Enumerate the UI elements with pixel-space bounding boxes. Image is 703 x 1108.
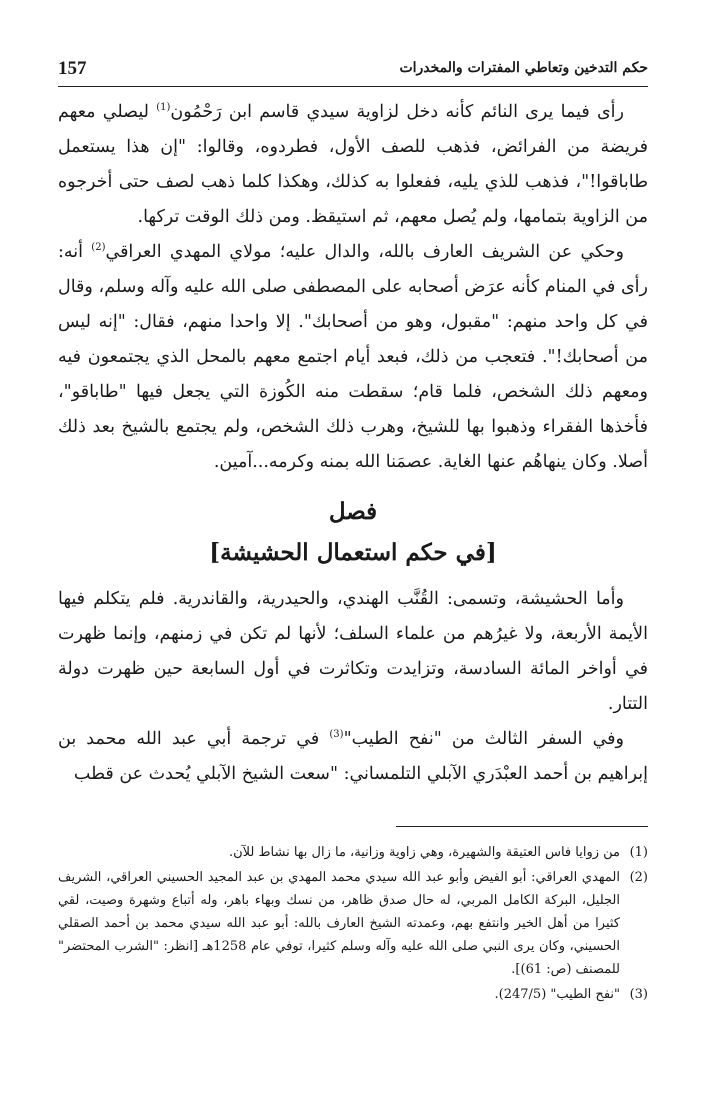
paragraph-2-text: وحكي عن الشريف العارف بالله، والدال عليه؛ مولاي المهدي العراقي bbox=[105, 242, 624, 262]
paragraph-2 bbox=[58, 235, 648, 480]
footnotes bbox=[58, 841, 648, 1006]
section-title: فصل bbox=[328, 498, 378, 525]
section-subtitle: [في حكم استعمال الحشيشة] bbox=[209, 539, 497, 566]
paragraph-3: وأما الحشيشة، وتسمى: القُنَّب الهندي، والحيدرية، والقاندرية. فلم يتكلم فيها الأيمة الأربعة، ولا غيرُهم من علماء السلف؛ لأنها لم تكن في زمنهم، وإنما ظهرت في أواخر المائة السادسة، وتزايدت وتكاثرت في أول السابعة حين ظهرت دولة التتار. bbox=[58, 589, 648, 714]
running-head: حكم التدخين وتعاطي المفترات والمخدرات bbox=[399, 60, 648, 76]
paragraph-4-rest: في ترجمة أبي عبد الله محمد بن إبراهيم بن أحمد العبْدَري الآبلي التلمساني: "سعت الشيخ الآبلي يُحدث عن قطب bbox=[58, 729, 648, 784]
footnote-ref-3: (3) bbox=[329, 729, 344, 741]
page-number: 157 bbox=[58, 58, 87, 79]
book-page bbox=[58, 52, 648, 1008]
footnote-separator bbox=[396, 826, 648, 827]
footnote-ref-1: (1) bbox=[156, 102, 171, 114]
footnote-text: المهدي العراقي: أبو الفيض وأبو عبد الله سيدي محمد المهدي بن عبد المجيد الحسيني العراقي، الشريف الجليل، البركة الكامل المربي، له حال صدق ظاهر، من نسك وبهاء باهر، وله أتباع وشهرة وصيت، لقي كثيرا من أهل الخير وانتفع بهم، وعمدته الشيخ العارف بالله: أبو عبد الله سيدي محمد بن أحمد الصقلي الحسيني، وكان يرى النبي صلى الله عليه وآله وسلم كثيرا، توفي عام 1258هـ [انظر: "الشرب المحتضر" للمصنف (ص: 61)]. bbox=[58, 870, 621, 977]
footnote-3 bbox=[58, 983, 648, 1006]
paragraph-4-text: وفي السفر الثالث من "نفح الطيب" bbox=[343, 729, 625, 749]
paragraph-2-rest: أنه: رأى في المنام كأنه عرَض أصحابه على المصطفى صلى الله عليه وآله وسلم، وقال في كل واحد منهم: "مقبول، وهو من أصحابك". إلا واحدا منهم، فقال: "إنه ليس من أصحابك!". فتعجب من ذلك، فبعد أيام اجتمع معهم بالمحل الذي يجتمعون فيه ومعهم ذلك الشخص، فلما قام؛ سقطت منه الكُوزة التي يجعل فيها "طاباقو"، فأخذها الفقراء وذهبوا بها للشيخ، وهرب ذلك الشخص، ولم يجتمع بالشيخ بعد ذلك أصلا. وكان ينهاهُم عنها الغاية. عصمَنا الله بمنه وكرمه...آمين. bbox=[58, 242, 648, 472]
footnote-1 bbox=[58, 841, 648, 864]
footnote-text: من زوايا فاس العتيقة والشهيرة، وهي زاوية وزانية، ما زال بها نشاط للآن. bbox=[228, 845, 620, 860]
page-header bbox=[58, 52, 648, 87]
footnote-2 bbox=[58, 866, 648, 981]
footnote-ref-2: (2) bbox=[91, 242, 106, 254]
paragraph-1-rest: ليصلي معهم فريضة من الفرائض، فذهب للصف الأول، فطردوه، وقالوا: "إن هذا يستعمل طاباقوا!"، فذهب للذي يليه، ففعلوا به كذلك، وهكذا كلما ذهب لصف حتى أخرجوه من الزاوية بتمامها، ولم يُصل معهم، ثم استيقظ. ومن ذلك الوقت تركها. bbox=[58, 102, 648, 227]
footnote-text: "نفح الطيب" (247/5). bbox=[494, 987, 620, 1002]
paragraph-1-text: رأى فيما يرى النائم كأنه دخل لزاوية سيدي قاسم ابن رَحْمُون bbox=[170, 102, 624, 122]
footnote-number: (1) bbox=[629, 845, 648, 860]
paragraph-1 bbox=[58, 95, 648, 235]
paragraph-4 bbox=[58, 722, 648, 792]
footnote-number: (3) bbox=[629, 987, 648, 1002]
body-text bbox=[58, 95, 648, 792]
footnote-number: (2) bbox=[629, 870, 648, 885]
